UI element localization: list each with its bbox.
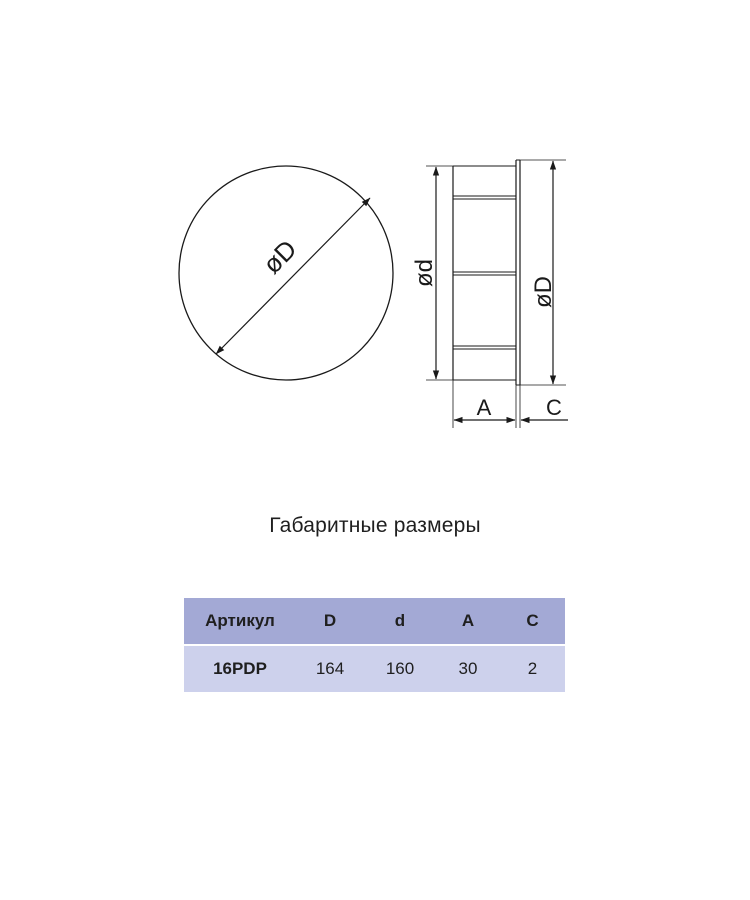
cell-inner-diameter: 160: [385, 659, 415, 678]
dimensions-table: [184, 598, 565, 692]
flange-dimension: [521, 395, 568, 420]
header-inner-diameter: d: [394, 611, 406, 630]
cell-article: 16PDP: [213, 659, 267, 678]
header-outer-diameter: D: [323, 611, 337, 630]
table-row: [184, 645, 565, 692]
header-article: Артикул: [205, 611, 275, 630]
cell-length: 30: [458, 659, 478, 678]
dimensions-caption: Габаритные размеры: [269, 514, 481, 537]
header-flange: C: [526, 611, 539, 630]
front-view: [179, 166, 393, 380]
outer-diameter-label: øD: [530, 276, 557, 308]
front-diameter-label: øD: [256, 233, 303, 280]
cell-outer-diameter: 164: [315, 659, 345, 678]
length-label: A: [476, 395, 492, 420]
outer-diameter-dimension: [530, 161, 557, 384]
front-diameter-dimension-line: [216, 198, 370, 354]
table-header-row: [184, 598, 565, 645]
inner-diameter-label: ød: [411, 258, 438, 288]
cell-flange: 2: [527, 659, 538, 678]
flange-label: C: [546, 395, 562, 420]
header-length: A: [461, 611, 475, 630]
length-dimension: [454, 395, 515, 420]
inner-diameter-dimension: [411, 167, 438, 379]
front-view-circle: [179, 166, 393, 380]
